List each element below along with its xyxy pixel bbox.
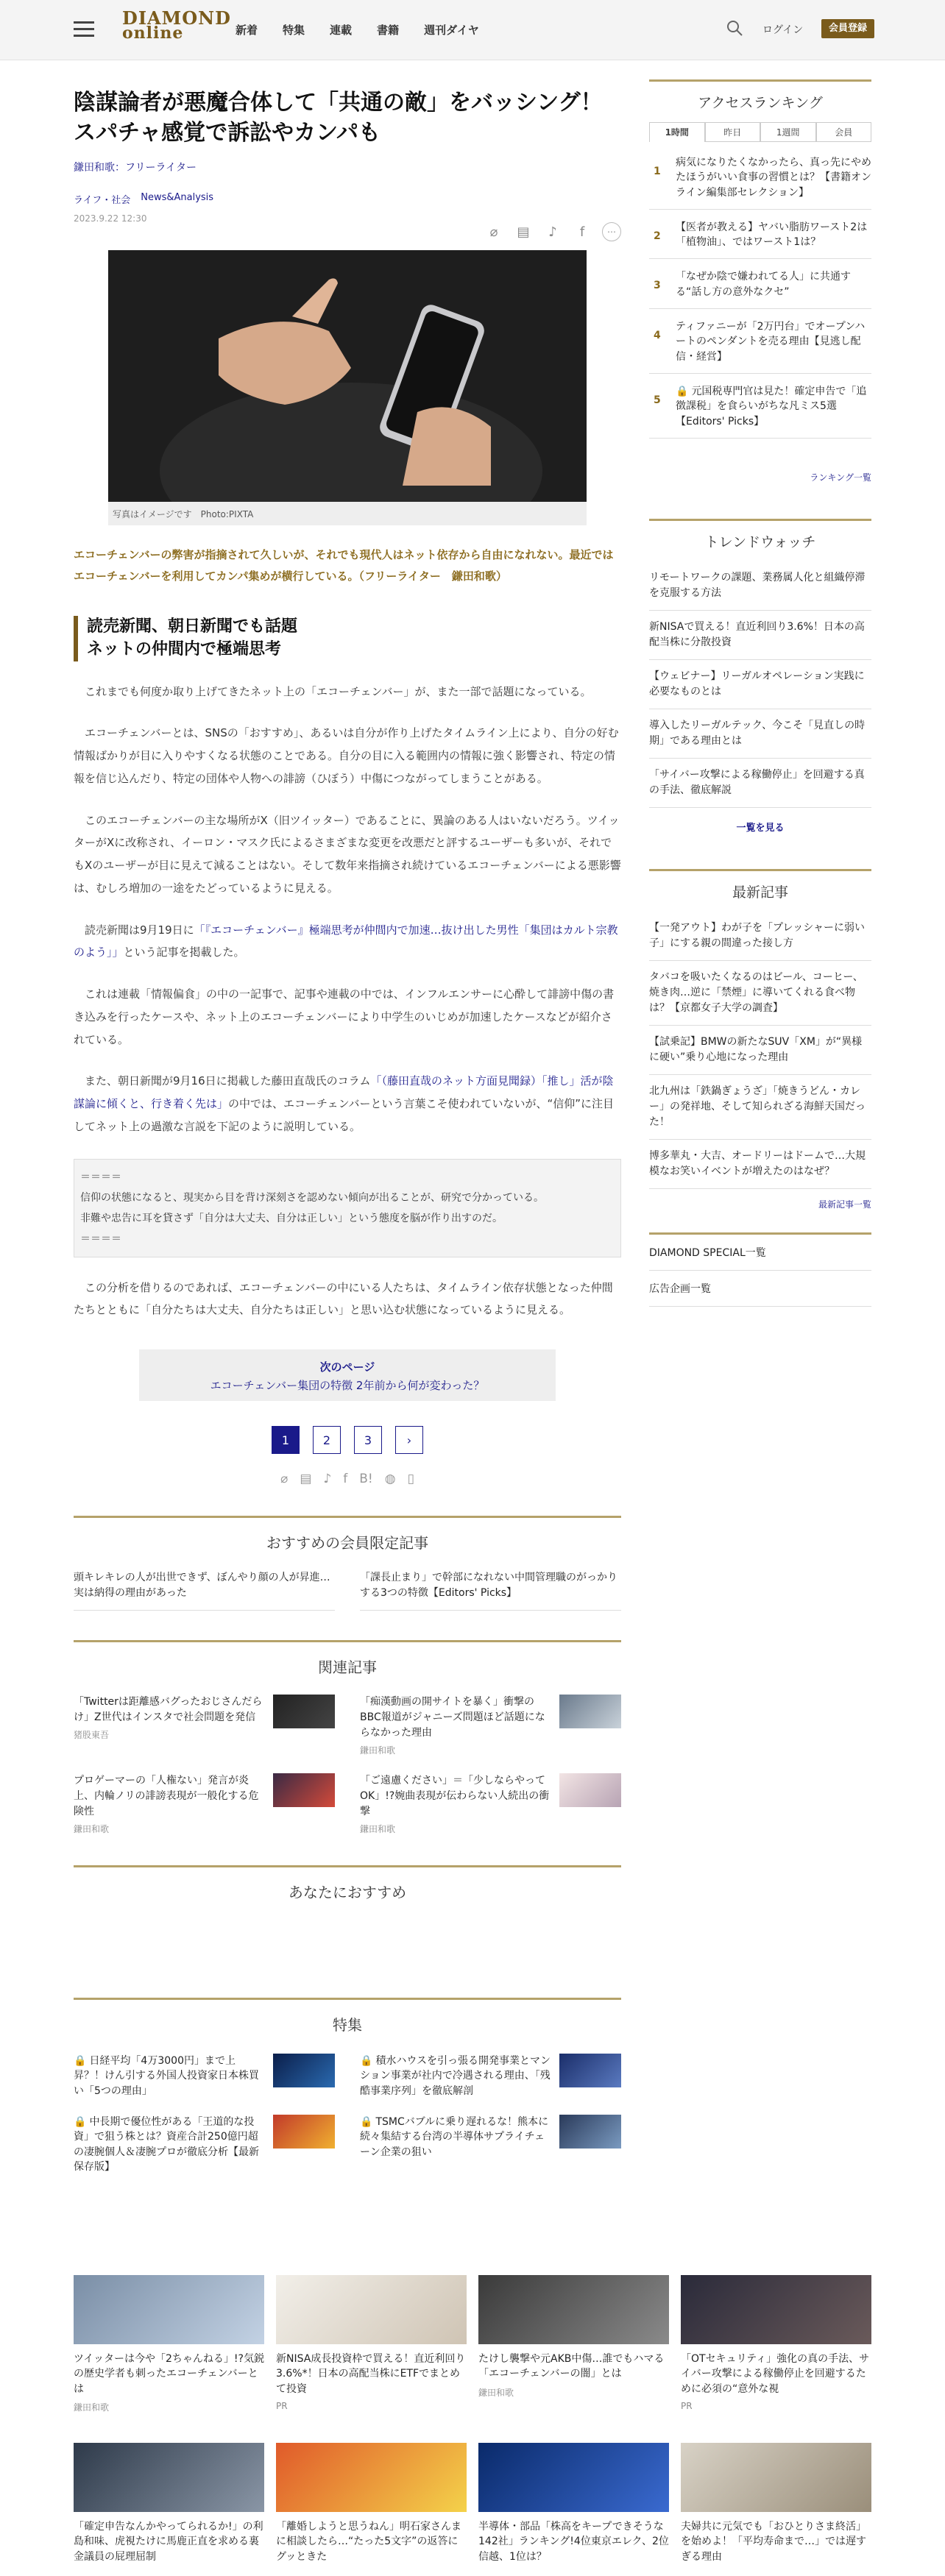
nav-books[interactable]: 書籍: [377, 24, 400, 37]
trend-block: [649, 519, 871, 834]
section-heading: [74, 616, 621, 661]
quote-mark: ＝＝＝＝: [80, 1232, 121, 1245]
article-lead: エコーチェンバーの弊害が指摘されて久しいが、それでも現代人はネット依存から自由になれない。最近ではエコーチェンバーを利用してカンパ集めが横行している。（フリーライター 鎌田和歌）: [74, 548, 614, 583]
next-page-label: 次のページ: [319, 1360, 375, 1374]
clip-icon[interactable]: ⌀: [489, 224, 498, 240]
ranking-item[interactable]: [649, 145, 871, 210]
card[interactable]: [681, 2275, 871, 2413]
paragraph: これまでも何度か取り上げてきたネット上の「エコーチェンバー」が、また一部で話題になっている。: [85, 684, 592, 698]
card-source: PR: [276, 2400, 288, 2411]
logo-line1: DIAMOND: [122, 7, 231, 29]
quote-mark: ＝＝＝＝: [80, 1171, 121, 1183]
ranking-title: 「なぜか陰で嫌われてる人」に共通する“話し方の意外なクセ”: [676, 271, 851, 298]
special-thumbnail: [559, 2054, 621, 2087]
special-title: 積水ハウスを引っ張る開発事業とマンション事業が社内で冷遇される理由、「残酷事業序列」を徹底解剖: [360, 2055, 551, 2097]
paragraph-text: また、朝日新聞が9月16日に掲載した藤田直哉氏のコラム: [85, 1074, 371, 1088]
latest-list: [649, 912, 871, 1189]
twitter-icon[interactable]: ♪: [548, 224, 557, 240]
lock-icon: 🔒: [360, 2055, 373, 2068]
article-date: 2023.9.22 12:30: [74, 213, 147, 224]
latest-heading: 最新記事: [732, 884, 788, 901]
related-title: 「痴漢動画の開サイトを暴く」衝撃のBBC報道がジャニーズ問題ほど話題にならなかった理由: [360, 1696, 545, 1739]
card-source: PR: [681, 2400, 693, 2411]
related-heading: 関連記事: [74, 1640, 621, 1677]
yomiuri-article-link[interactable]: 「『エコーチェンバー』極端思考が仲間内で加速…抜け出した男性「集団はカルト宗教のよう」」: [74, 923, 618, 959]
menu-icon[interactable]: [74, 21, 94, 38]
category-link[interactable]: News&Analysis: [141, 192, 214, 203]
tab-member[interactable]: 会員: [816, 122, 872, 142]
related-item[interactable]: [74, 1773, 335, 1836]
paragraph: [74, 919, 621, 965]
latest-item[interactable]: 博多華丸・大吉、オードリーはドームで…大規模なお笑いイベントが増えたのはなぜ？: [649, 1140, 871, 1189]
card-image: [681, 2443, 871, 2512]
search-icon[interactable]: [726, 19, 743, 37]
ranking-more-link[interactable]: ランキング一覧: [810, 472, 871, 483]
member-recommend-list: [74, 1570, 621, 1611]
related-item[interactable]: [360, 1773, 621, 1836]
ranking-title-wrap: [676, 384, 871, 429]
related-title: 「ご遠慮ください」＝「少しならやってOK」!?婉曲表現が伝わらない人続出の衝撃: [360, 1775, 550, 1818]
latest-item[interactable]: タバコを吸いたくなるのはビール、コーヒー、焼き肉…逆に「禁煙」に導いてくれる食べ物は？【京都女子大学の調査】: [649, 961, 871, 1026]
related-thumbnail: [273, 1695, 335, 1728]
related-source: 猪股東吾: [74, 1730, 110, 1741]
latest-item[interactable]: 【一発アウト】わが子を「プレッシャーに弱い子」にする親の間違った接し方: [649, 912, 871, 961]
lock-icon: 🔒: [74, 2055, 87, 2068]
clip-icon[interactable]: ⌀: [280, 1472, 289, 1487]
image-caption: 写真はイメージです Photo:PIXTA: [108, 502, 587, 525]
page-2[interactable]: 2: [313, 1426, 341, 1454]
ranking-item[interactable]: [649, 374, 871, 439]
facebook-icon[interactable]: f: [343, 1472, 348, 1487]
member-recommend-heading: おすすめの会員限定記事: [74, 1516, 621, 1553]
paragraph-text: の中では、エコーチェンバーという言葉こそ使われていないが、“信仰”に注目してネット上の過激な言説を下記のように説明している。: [74, 1097, 615, 1133]
nav-series[interactable]: 連載: [330, 24, 353, 37]
print-icon[interactable]: ▤: [300, 1472, 312, 1487]
card-title: ツイッターは今や「2ちゃんねる」!?気鋭の歴史学者も刺ったエコーチェンバーとは: [74, 2353, 264, 2395]
section-heading-line2: ネットの仲間内で極端思考: [87, 639, 282, 659]
page-3[interactable]: 3: [354, 1426, 382, 1454]
card-title: 「OTセキュリティ」強化の真の手法、サイバー攻撃による稼働停止を回避するために必須の“意外な視: [681, 2353, 870, 2395]
card[interactable]: [74, 2443, 264, 2564]
trend-item[interactable]: 「サイバー攻撃による稼働停止」を回避する真の手法、徹底解説: [649, 759, 871, 808]
special-item[interactable]: [74, 2115, 335, 2174]
special-thumbnail: [273, 2054, 335, 2087]
latest-block: [649, 869, 871, 1210]
hatena-icon[interactable]: B!: [359, 1472, 373, 1487]
for-you-heading: あなたにおすすめ: [74, 1865, 621, 1902]
special-title: 日経平均「4万3000円」まで上昇？！けん引する外国人投資家日本株買い「5つの理由」: [74, 2055, 259, 2097]
card-image: [478, 2443, 669, 2512]
hero-figure: [108, 250, 587, 525]
rank-number: 5: [654, 394, 661, 406]
ranking-block: [649, 79, 871, 483]
related-item[interactable]: [74, 1695, 335, 1757]
trend-list: [649, 561, 871, 808]
card[interactable]: [478, 2443, 669, 2564]
card[interactable]: [276, 2443, 467, 2564]
ranking-title: 【医者が教える】ヤバい脂肪ワースト2は「植物油」、ではワースト1は？: [676, 221, 868, 249]
related-source: 鎌田和歌: [360, 1824, 396, 1835]
special-thumbnail: [273, 2115, 335, 2149]
card-source: 鎌田和歌: [478, 2387, 514, 2398]
print-icon[interactable]: ▤: [517, 224, 530, 240]
ranking-item[interactable]: [649, 210, 871, 260]
for-you-area: [74, 1902, 621, 1968]
sidebar-links: [649, 1232, 871, 1307]
card-grid-row-1: [74, 2275, 871, 2413]
card-image: [74, 2443, 264, 2512]
trend-heading: トレンドウォッチ: [704, 533, 816, 550]
ranking-item[interactable]: [649, 309, 871, 374]
twitter-icon[interactable]: ♪: [323, 1472, 332, 1487]
article-title: 陰謀論者が悪魔合体して「共通の敵」をバッシング！スパチャ感覚で訴訟やカンパも: [74, 90, 603, 146]
rank-number: 3: [654, 280, 661, 292]
lock-icon: 🔒: [360, 2115, 373, 2128]
article: [74, 88, 621, 2174]
related-title: プロゲーマーの「人権ない」発言が炎上、内輪ノリの誹謗表現が一般化する危険性: [74, 1775, 259, 1818]
quote-line: 非難や忠告に耳を貸さず「自分は大丈夫、自分は正しい」という態度を脳が作り出すのだ。: [80, 1212, 503, 1224]
logo-line2: online: [122, 23, 184, 43]
article-author[interactable]: 鎌田和歌：フリーライター: [74, 162, 197, 174]
related-source: 鎌田和歌: [360, 1745, 396, 1756]
rank-number: 2: [654, 230, 661, 242]
pagination: [74, 1426, 621, 1454]
card-title: 新NISA成長投資枠で買える！直近利回り3.6%*！日本の高配当株にETFでまとめて投資: [276, 2353, 466, 2395]
card-grid-row-2: [74, 2443, 871, 2564]
paragraph-text: 読売新聞は9月19日に: [85, 923, 194, 937]
member-recommend-item[interactable]: 「課長止まり」で幹部になれない中間管理職のがっかりする3つの特徴【Editors' Picks】: [360, 1570, 621, 1611]
lock-icon: 🔒: [676, 385, 689, 397]
trend-item[interactable]: 【ウェビナー】リーガルオペレーション実践に必要なものとは: [649, 660, 871, 709]
ranking-title: 病気になりたくなかったら、真っ先にやめたほうがいい食事の習慣とは？【書籍オンライン編集部セレクション】: [676, 157, 871, 199]
card-image: [478, 2275, 669, 2344]
special-thumbnail: [559, 2115, 621, 2149]
paragraph: エコーチェンバーとは、SNSの「おすすめ」、あるいは自分が作り上げたタイムライン上により、自分の好む情報ばかりが目に入りやすくなる状態のことである。自分の目に入る範囲内の情報に強く影響され、特定の情報を信じ込んだり、特定の団体や人物への誹謗（ひぼう）中傷につながってしまうことがある。: [74, 726, 619, 785]
login-link[interactable]: ログイン: [762, 24, 804, 36]
trend-item[interactable]: 新NISAで買える！直近利回り3.6%！日本の高配当株に分散投資: [649, 611, 871, 660]
nav-special[interactable]: 特集: [283, 24, 305, 37]
rank-number: 4: [654, 330, 661, 342]
ranking-item[interactable]: [649, 259, 871, 309]
card[interactable]: [478, 2275, 669, 2413]
card-title: たけし襲撃や元AKB中傷…誰でもハマる「エコーチェンバーの闇」とは: [478, 2353, 665, 2380]
tab-hour[interactable]: 1時間: [649, 122, 705, 142]
card[interactable]: [74, 2275, 264, 2413]
next-page-title: エコーチェンバー集団の特徴 2年前から何が変わった？: [210, 1379, 485, 1393]
rank-number: 1: [654, 166, 661, 177]
card-image: [681, 2275, 871, 2344]
paragraph: これは連載「情報偏食」の中の一記事で、記事や連載の中では、インフルエンサーに心酔して誹謗中傷の書き込みを行ったケースや、ネット上のエコーチェンバーにより中学生のいじめが加速したケースなどが紹介されている。: [74, 987, 615, 1046]
site-header: [0, 0, 945, 60]
paragraph: この分析を借りるのであれば、エコーチェンバーの中にいる人たちは、タイムライン依存状態となった仲間たちとともに「自分たちは大丈夫、自分たちは正しい」と思い込む状態になっているように見える。: [74, 1280, 613, 1317]
card-title: 半導体・部品「株高をキープできそうな142社」ランキング!4位東京エレク、2位信越、1位は？: [478, 2521, 669, 2563]
card-title: 「離婚しようと思うねん」明石家さんまに相談したら…“たった5文字”の返答にグッときた: [276, 2521, 461, 2563]
related-list: [74, 1695, 621, 1836]
lock-icon: 🔒: [74, 2115, 87, 2128]
article-categories: [74, 192, 621, 206]
more-icon[interactable]: ⋯: [602, 222, 621, 241]
special-item[interactable]: [74, 2054, 335, 2098]
trend-item[interactable]: リモートワークの課題、業務属人化と組織停滞を克服する方法: [649, 561, 871, 611]
trend-item[interactable]: 導入したリーガルテック、今こそ「見直しの時期」である理由とは: [649, 709, 871, 759]
share-toolbar-bottom: [74, 1472, 621, 1486]
asahi-column-link[interactable]: 「（藤田直哉のネット方面見聞録）「推し」活が陰謀論に傾くと、行き着く先は」: [74, 1074, 614, 1111]
hero-image: [108, 250, 587, 502]
special-item[interactable]: [360, 2115, 621, 2174]
paragraph: [74, 1070, 621, 1138]
card[interactable]: [276, 2275, 467, 2413]
card-image: [74, 2275, 264, 2344]
tab-yesterday[interactable]: 昨日: [705, 122, 761, 142]
category-link[interactable]: ライフ・社会: [74, 195, 131, 206]
sidebar: [649, 79, 871, 1307]
page-1[interactable]: 1: [272, 1426, 300, 1454]
main-nav: [236, 22, 479, 38]
related-thumbnail: [273, 1773, 335, 1807]
card[interactable]: [681, 2443, 871, 2564]
comment-icon[interactable]: ◍: [384, 1472, 396, 1487]
special-list: [74, 2054, 621, 2174]
special-title: TSMCバブルに乗り遅れるな！熊本に続々集結する台湾の半導体サプライチェーン企業の狙い: [360, 2115, 549, 2158]
trend-more-link[interactable]: 一覧を見る: [736, 822, 785, 834]
section-heading-line1: 読売新聞、朝日新聞でも話題: [87, 617, 298, 636]
card-title: 「確定申告なんかやってられるか!」の利島和味、虎視たけに馬鹿正直を求める裏金議員の屁理屈制: [74, 2521, 263, 2563]
ranking-title: 元国税専門官は見た！確定申告で「追徴課税」を食らいがちな凡ミス5選【Editors' Picks】: [676, 385, 867, 427]
card-title: 夫婦共に元気でも「おひとりさま終活」を始めよ！「平均寿命まで…」では遅すぎる理由: [681, 2521, 866, 2563]
card-source: 鎌田和歌: [74, 2402, 110, 2413]
member-register-button[interactable]: 会員登録: [821, 19, 874, 38]
latest-more-link[interactable]: 最新記事一覧: [818, 1199, 871, 1210]
ranking-tabs: [649, 122, 871, 142]
related-source: 鎌田和歌: [74, 1824, 110, 1835]
nav-new[interactable]: 新着: [236, 24, 258, 37]
ranking-heading: アクセスランキング: [698, 95, 823, 111]
next-page-arrow[interactable]: ›: [395, 1426, 423, 1454]
site-logo[interactable]: [122, 7, 231, 43]
next-page-button[interactable]: [139, 1349, 556, 1401]
related-item[interactable]: [360, 1695, 621, 1757]
special-heading: 特集: [74, 1998, 621, 2034]
paragraph-text: という記事を掲載した。: [123, 945, 245, 959]
latest-item[interactable]: 【試乗記】BMWの新たなSUV「XM」が“異様に硬い”乗り心地になった理由: [649, 1026, 871, 1075]
special-item[interactable]: [360, 2054, 621, 2098]
member-recommend-item[interactable]: 頭キレキレの人が出世できず、ぼんやり顔の人が昇進…実は納得の理由があった: [74, 1570, 335, 1611]
special-title: 中長期で優位性がある「王道的な投資」で狙う株とは？資産合計250億円超の凄腕個人＆凄腕プロが徹底分析【最新保存版】: [74, 2115, 259, 2173]
latest-item[interactable]: 北九州は「鉄鍋ぎょうざ」「焼きうどん・カレー」の発祥地、そして知られざる海鮮天国だった！: [649, 1075, 871, 1140]
related-thumbnail: [559, 1695, 621, 1728]
ad-feature-link[interactable]: 広告企画一覧: [649, 1271, 871, 1307]
bookmark-icon[interactable]: ▯: [407, 1472, 414, 1487]
tab-week[interactable]: 1週間: [760, 122, 816, 142]
quote-line: 信仰の状態になると、現実から目を背け深刻さを認めない傾向が出ることが、研究で分かっている。: [80, 1191, 544, 1204]
diamond-special-link[interactable]: DIAMOND SPECIAL一覧: [649, 1235, 871, 1271]
paragraph: このエコーチェンバーの主な場所がX（旧ツイッター）であることに、異論のある人はいないだろう。ツイッターがXに改称され、イーロン・マスク氏によるさまざまな変更を改悪だと評するユーザーも多いが、それでもXのユーザーが目に見えて減ることはない。そして数年来指摘され続けているエコーチェンバーによる悪影響は、むしろ増加の一途をたどっているように見える。: [74, 813, 621, 895]
facebook-icon[interactable]: f: [579, 224, 585, 240]
quote-block: [74, 1159, 621, 1257]
related-title: 「Twitterは距離感バグったおじさんだらけ」Z世代はインスタで社会問題を発信: [74, 1696, 263, 1724]
share-toolbar-top: [484, 222, 621, 241]
ranking-title: ティファニーが「2万円台」でオープンハートのペンダントを売る理由【見逃し配信・経営】: [676, 321, 866, 363]
card-image: [276, 2443, 467, 2512]
related-thumbnail: [559, 1773, 621, 1807]
card-image: [276, 2275, 467, 2344]
nav-weekly[interactable]: 週刊ダイヤ: [424, 24, 479, 37]
ranking-list: [649, 145, 871, 439]
